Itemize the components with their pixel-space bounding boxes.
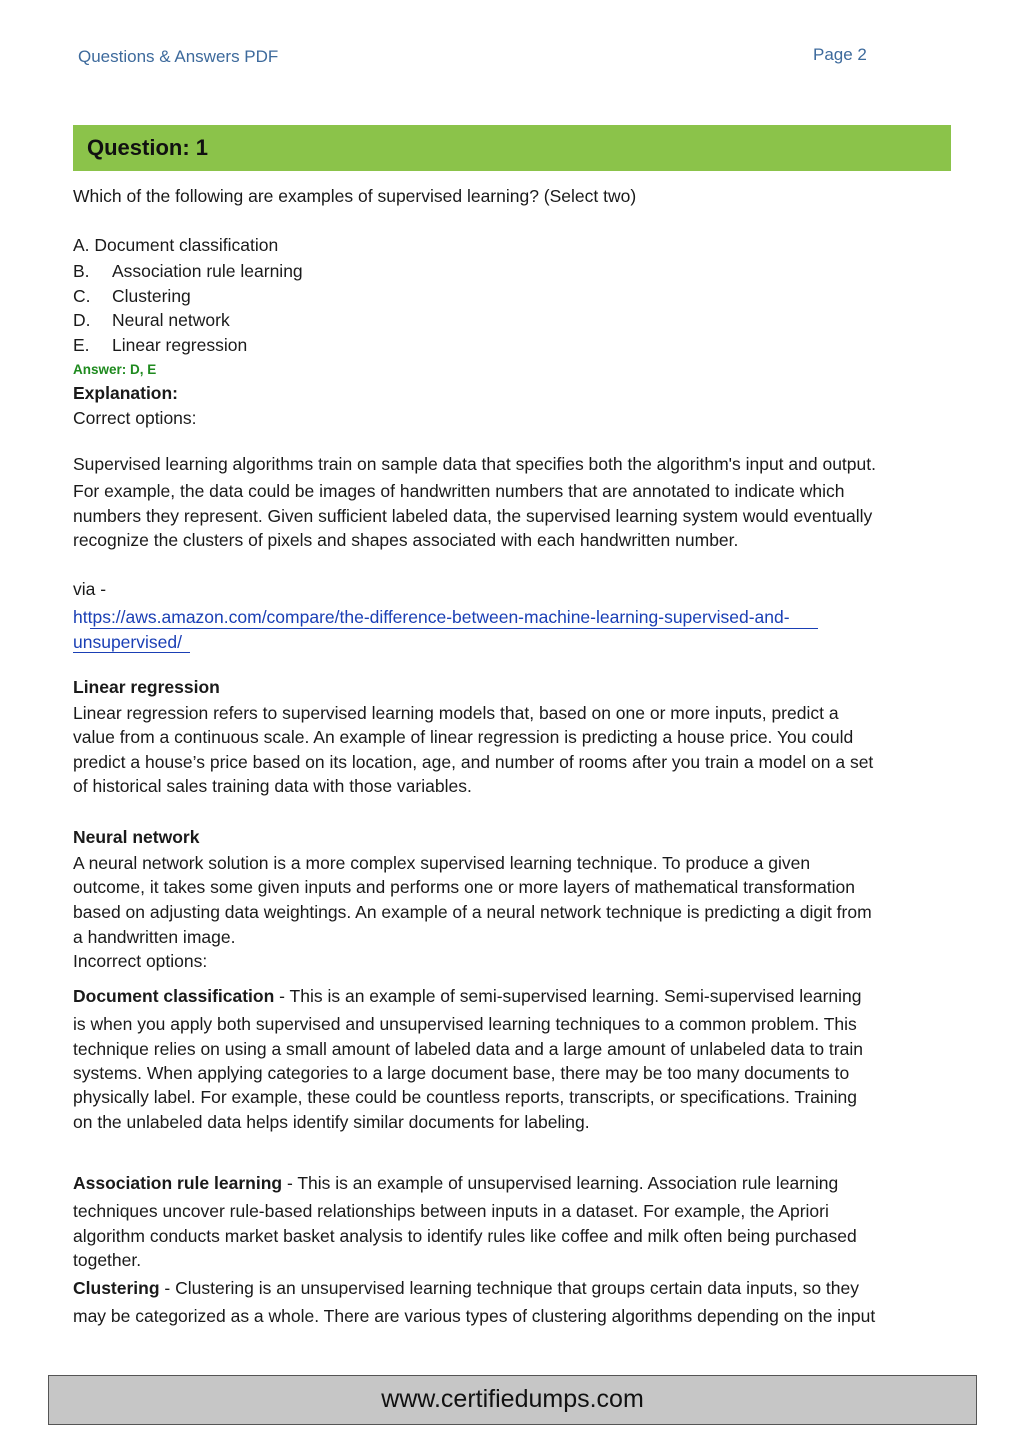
option-text: Document classification [94, 235, 279, 255]
paragraph-line: physically label. For example, these could be countless reports, transcripts, or specifications. Training [73, 1087, 857, 1107]
source-link-line-1[interactable]: https://aws.amazon.com/compare/the-difference-between-machine-learning-supervised-and- [73, 607, 790, 627]
option-b [73, 259, 303, 284]
paragraph-line: Supervised learning algorithms train on sample data that specifies both the algorithm's input and output. [73, 454, 876, 474]
paragraph-line: predict a house’s price based on its location, age, and number of rooms after you train a model on a set [73, 752, 874, 772]
paragraph-line: techniques uncover rule-based relationships between inputs in a dataset. For example, the Apriori [73, 1201, 829, 1221]
option-letter: E. [73, 335, 90, 355]
paragraph-line: a handwritten image. [73, 927, 236, 947]
explanation-heading: Explanation: [73, 383, 179, 403]
paragraph-line: on the unlabeled data helps identify similar documents for labeling. [73, 1112, 590, 1132]
paragraph-line: Linear regression refers to supervised learning models that, based on one or more inputs, predict a [73, 703, 839, 723]
footer-website[interactable]: www.certifiedumps.com [48, 1375, 977, 1425]
option-a [73, 233, 278, 258]
option-letter: C. [73, 286, 91, 306]
term-description: - Clustering is an unsupervised learning technique that groups certain data inputs, so they [159, 1278, 859, 1298]
answer-label: Answer: D, E [73, 362, 157, 377]
question-title-bar: Question: 1 [73, 125, 951, 171]
option-text: Linear regression [112, 335, 248, 355]
option-e [73, 333, 247, 358]
paragraph-line: systems. When applying categories to a large document base, there may be too many documents to [73, 1063, 850, 1083]
source-link-line-2[interactable]: unsupervised/ [73, 632, 182, 652]
option-c [73, 284, 191, 309]
paragraph-line: may be categorized as a whole. There are various types of clustering algorithms depending on the input [73, 1306, 876, 1326]
term-clustering: Clustering [73, 1278, 160, 1298]
paragraph-line: together. [73, 1250, 142, 1270]
correct-options-label: Correct options: [73, 408, 197, 428]
term-description: - This is an example of unsupervised learning. Association rule learning [282, 1173, 839, 1193]
paragraph-line: value from a continuous scale. An example of linear regression is predicting a house price. You could [73, 727, 854, 747]
question-prompt: Which of the following are examples of supervised learning? (Select two) [73, 186, 637, 206]
link-underline [73, 652, 190, 653]
linear-regression-heading: Linear regression [73, 677, 220, 697]
paragraph-line: is when you apply both supervised and unsupervised learning techniques to a common problem. This [73, 1014, 857, 1034]
paragraph-line: For example, the data could be images of handwritten numbers that are annotated to indicate which [73, 481, 845, 501]
paragraph-line: algorithm conducts market basket analysis to identify rules like coffee and milk often being purchased [73, 1226, 857, 1246]
paragraph-line: A neural network solution is a more complex supervised learning technique. To produce a given [73, 853, 811, 873]
option-text: Neural network [112, 310, 230, 330]
page-number: Page 2 [813, 45, 867, 64]
incorrect-options-label: Incorrect options: [73, 951, 208, 971]
paragraph-line: recognize the clusters of pixels and shapes associated with each handwritten number. [73, 530, 739, 550]
term-description: - This is an example of semi-supervised learning. Semi-supervised learning [274, 986, 862, 1006]
option-letter: B. [73, 261, 90, 281]
header-left-title: Questions & Answers PDF [78, 47, 279, 66]
option-text: Association rule learning [112, 261, 303, 281]
via-label: via - [73, 579, 107, 599]
paragraph-line: numbers they represent. Given sufficient labeled data, the supervised learning system would eventually [73, 506, 873, 526]
paragraph-line: technique relies on using a small amount of labeled data and a large amount of unlabeled data to train [73, 1039, 863, 1059]
option-letter: D. [73, 310, 91, 330]
paragraph-line: of historical sales training data with those variables. [73, 776, 472, 796]
paragraph-line: outcome, it takes some given inputs and performs one or more layers of mathematical transformation [73, 877, 856, 897]
link-underline [90, 628, 818, 629]
association-rule-line [73, 1171, 838, 1196]
option-letter: A. [73, 235, 90, 255]
option-d [73, 308, 230, 333]
neural-network-heading: Neural network [73, 827, 200, 847]
document-classification-line [73, 984, 861, 1009]
clustering-line [73, 1276, 859, 1301]
term-document-classification: Document classification [73, 986, 275, 1006]
paragraph-line: based on adjusting data weightings. An example of a neural network technique is predicting a digit from [73, 902, 872, 922]
term-association-rule-learning: Association rule learning [73, 1173, 283, 1193]
option-text: Clustering [112, 286, 191, 306]
